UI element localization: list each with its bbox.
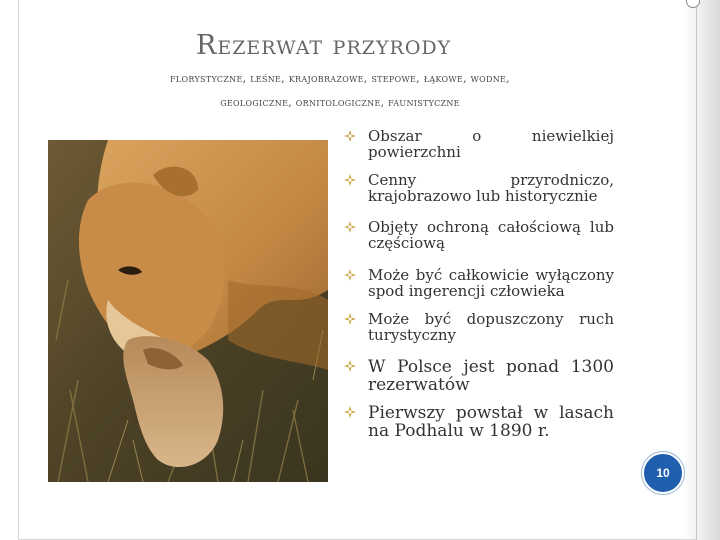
bullet-text: Może być całkowicie wyłączony spod ingerencji człowieka (368, 266, 614, 300)
right-border (682, 0, 720, 540)
list-item (336, 128, 614, 172)
bullet-text: Obszar o niewielkiej powierzchni (368, 127, 614, 161)
list-item (336, 219, 614, 267)
list-item (336, 358, 614, 404)
lioness-illustration (48, 140, 328, 482)
ornament-icon (344, 406, 356, 418)
bullet-text: Pierwszy powstał w lasach na Podhalu w 1890 r. (368, 403, 614, 441)
ring-binding (686, 0, 700, 14)
list-item (336, 172, 614, 219)
left-border-line (18, 0, 19, 540)
ring-icon (686, 0, 700, 8)
page-number-badge: 10 (642, 452, 684, 494)
list-item (336, 267, 614, 311)
ornament-icon (344, 221, 356, 233)
list-item (336, 311, 614, 358)
ornament-icon (344, 174, 356, 186)
ornament-icon (344, 313, 356, 325)
ornament-icon (344, 130, 356, 142)
bullet-text: Może być dopuszczony ruch turystyczny (368, 310, 614, 344)
list-item (336, 404, 614, 450)
slide-title: Rezerwat przyrody (196, 30, 452, 61)
ornament-icon (344, 269, 356, 281)
bullet-text: Cenny przyrodniczo, krajobrazowo lub historycznie (368, 171, 614, 205)
bullet-text: W Polsce jest ponad 1300 rezerwatów (368, 357, 614, 395)
slide-subtitle-line2: geologiczne, ornitologiczne, faunistyczne (220, 96, 460, 109)
slide-subtitle-line1: florystyczne, leśne, krajobrazowe, stepowe, łąkowe, wodne, (170, 72, 510, 85)
bullet-list (336, 128, 614, 450)
bullet-text: Objęty ochroną całościową lub częściową (368, 218, 614, 252)
ornament-icon (344, 360, 356, 372)
lioness-photo (48, 140, 328, 482)
